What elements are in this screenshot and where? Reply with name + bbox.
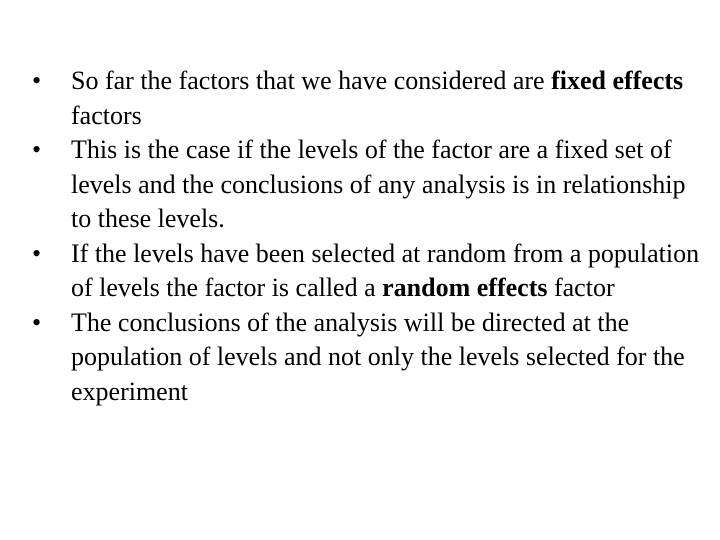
bullet-item-fixed-effects <box>30 64 700 133</box>
bullet-text: If the levels have been selected at random from a population of levels the factor is called a <box>71 238 700 302</box>
bullet-item-random-effects <box>30 237 700 306</box>
bullet-list <box>30 64 700 409</box>
bullet-text: The conclusions of the analysis will be directed at the population of levels and not only the levels selected for the experiment <box>71 307 685 406</box>
bullet-icon <box>30 64 71 99</box>
bullet-text: So far the factors that we have considered are <box>71 66 552 95</box>
bullet-icon <box>30 306 71 341</box>
bullet-text-tail: factor <box>547 273 615 302</box>
bullet-text-tail: factors <box>71 100 142 130</box>
bullet-icon <box>30 133 71 168</box>
bullet-item-fixed-set <box>30 133 700 237</box>
bullet-emphasis: fixed effects <box>551 66 684 95</box>
bullet-item-conclusions <box>30 306 700 410</box>
bullet-text: This is the case if the levels of the factor are a fixed set of levels and the conclusions of any analysis is in relationship to these levels. <box>71 135 686 233</box>
bullet-icon <box>30 237 71 272</box>
bullet-emphasis: random effects <box>382 273 548 302</box>
